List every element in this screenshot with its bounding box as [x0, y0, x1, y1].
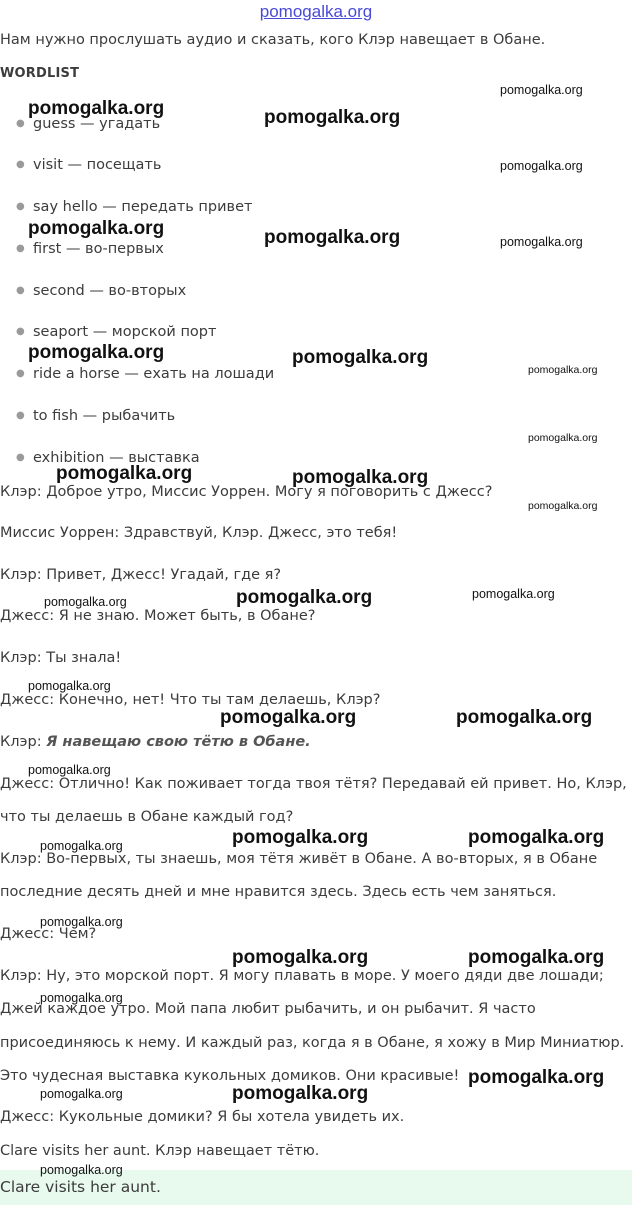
wordlist-item	[16, 408, 175, 424]
summary-line: Clare visits her aunt. Клэр навещает тётю.	[0, 1143, 320, 1159]
watermark: pomogalka.org	[292, 347, 429, 368]
watermark: pomogalka.org	[468, 1067, 605, 1088]
watermark: pomogalka.org	[468, 947, 605, 968]
bullet-icon: ●	[16, 326, 25, 337]
watermark: pomogalka.org	[528, 364, 598, 376]
bullet-icon: ●	[16, 410, 25, 421]
wordlist-item-text: say hello — передать привет	[33, 199, 253, 215]
watermark: pomogalka.org	[500, 159, 583, 173]
bullet-icon: ●	[16, 243, 25, 254]
wordlist-item	[16, 366, 274, 382]
dialogue-line: присоединяюсь к нему. И каждый раз, когда я в Обане, я хожу в Мир Миниатюр.	[0, 1035, 625, 1051]
dialogue-line: Клэр: Привет, Джесс! Угадай, где я?	[0, 567, 282, 583]
watermark: pomogalka.org	[56, 463, 193, 484]
task-intro: Нам нужно прослушать аудио и сказать, кого Клэр навещает в Обане.	[0, 32, 546, 48]
watermark: pomogalka.org	[40, 991, 123, 1005]
dialogue-line: Клэр: Ну, это морской порт. Я могу плавать в море. У моего дяди две лошади;	[0, 968, 604, 984]
watermark: pomogalka.org	[40, 1087, 123, 1101]
dialogue-line: Миссис Уоррен: Здравствуй, Клэр. Джесс, это тебя!	[0, 525, 398, 541]
watermark: pomogalka.org	[28, 763, 111, 777]
wordlist-item	[16, 283, 186, 299]
wordlist-heading: WORDLIST	[0, 66, 80, 81]
wordlist-item	[16, 157, 161, 173]
dialogue-line: Джесс: Кукольные домики? Я бы хотела увидеть их.	[0, 1109, 405, 1125]
watermark: pomogalka.org	[456, 707, 593, 728]
dialogue-line: Это чудесная выставка кукольных домиков. Они красивые!	[0, 1068, 460, 1084]
wordlist-item	[16, 241, 164, 257]
speaker-label: Клэр:	[0, 734, 47, 750]
dialogue-line: что ты делаешь в Обане каждый год?	[0, 809, 294, 825]
dialogue-line	[0, 734, 311, 750]
bullet-icon: ●	[16, 159, 25, 170]
watermark: pomogalka.org	[28, 679, 111, 693]
wordlist-item-text: visit — посещать	[33, 157, 162, 173]
watermark: pomogalka.org	[292, 467, 429, 488]
dialogue-line: Джей каждое утро. Мой папа любит рыбачить, и он рыбачит. Я часто	[0, 1001, 536, 1017]
bullet-icon: ●	[16, 118, 25, 129]
dialogue-line: Джесс: Конечно, нет! Что ты там делаешь, Клэр?	[0, 692, 381, 708]
dialogue-line: Клэр: Доброе утро, Миссис Уоррен. Могу я поговорить с Джесс?	[0, 484, 493, 500]
watermark: pomogalka.org	[500, 83, 583, 97]
watermark: pomogalka.org	[236, 587, 373, 608]
wordlist-item	[16, 324, 216, 340]
wordlist-item	[16, 199, 252, 215]
wordlist-item-text: to fish — рыбачить	[33, 408, 176, 424]
wordlist-item-text: first — во-первых	[33, 241, 164, 257]
watermark: pomogalka.org	[220, 707, 357, 728]
wordlist-item-text: seaport — морской порт	[33, 324, 217, 340]
watermark: pomogalka.org	[28, 218, 165, 239]
watermark: pomogalka.org	[28, 98, 165, 119]
wordlist-item-text: exhibition — выставка	[33, 450, 200, 466]
watermark: pomogalka.org	[232, 827, 369, 848]
answer-highlight: Я навещаю свою тётю в Обане.	[46, 734, 311, 750]
watermark: pomogalka.org	[40, 839, 123, 853]
bullet-icon: ●	[16, 368, 25, 379]
watermark: pomogalka.org	[528, 432, 598, 444]
watermark: pomogalka.org	[500, 235, 583, 249]
watermark: pomogalka.org	[28, 342, 165, 363]
dialogue-line: Джесс: Отлично! Как поживает тогда твоя тётя? Передавай ей привет. Но, Клэр,	[0, 776, 627, 792]
bullet-icon: ●	[16, 452, 25, 463]
wordlist-item-text: second — во-вторых	[33, 283, 187, 299]
bullet-icon: ●	[16, 201, 25, 212]
dialogue-line: Клэр: Во-первых, ты знаешь, моя тётя живёт в Обане. А во-вторых, я в Обане	[0, 851, 598, 867]
answer-text: Clare visits her aunt.	[0, 1178, 161, 1196]
watermark: pomogalka.org	[232, 1083, 369, 1104]
bullet-icon: ●	[16, 285, 25, 296]
dialogue-line: последние десять дней и мне нравится здесь. Здесь есть чем заняться.	[0, 884, 557, 900]
watermark: pomogalka.org	[232, 947, 369, 968]
site-link[interactable]: pomogalka.org	[259, 2, 373, 21]
wordlist-item-text: guess — угадать	[33, 116, 161, 132]
wordlist-item-text: ride a horse — ехать на лошади	[33, 366, 275, 382]
dialogue-line: Джесс: Чем?	[0, 926, 97, 942]
watermark: pomogalka.org	[468, 827, 605, 848]
watermark: pomogalka.org	[44, 595, 127, 609]
watermark: pomogalka.org	[40, 915, 123, 929]
dialogue-line: Джесс: Я не знаю. Может быть, в Обане?	[0, 608, 316, 624]
watermark: pomogalka.org	[472, 587, 555, 601]
watermark: pomogalka.org	[264, 227, 401, 248]
watermark: pomogalka.org	[528, 500, 598, 512]
dialogue-line: Клэр: Ты знала!	[0, 650, 122, 666]
watermark: pomogalka.org	[264, 107, 401, 128]
watermark: pomogalka.org	[40, 1163, 123, 1177]
